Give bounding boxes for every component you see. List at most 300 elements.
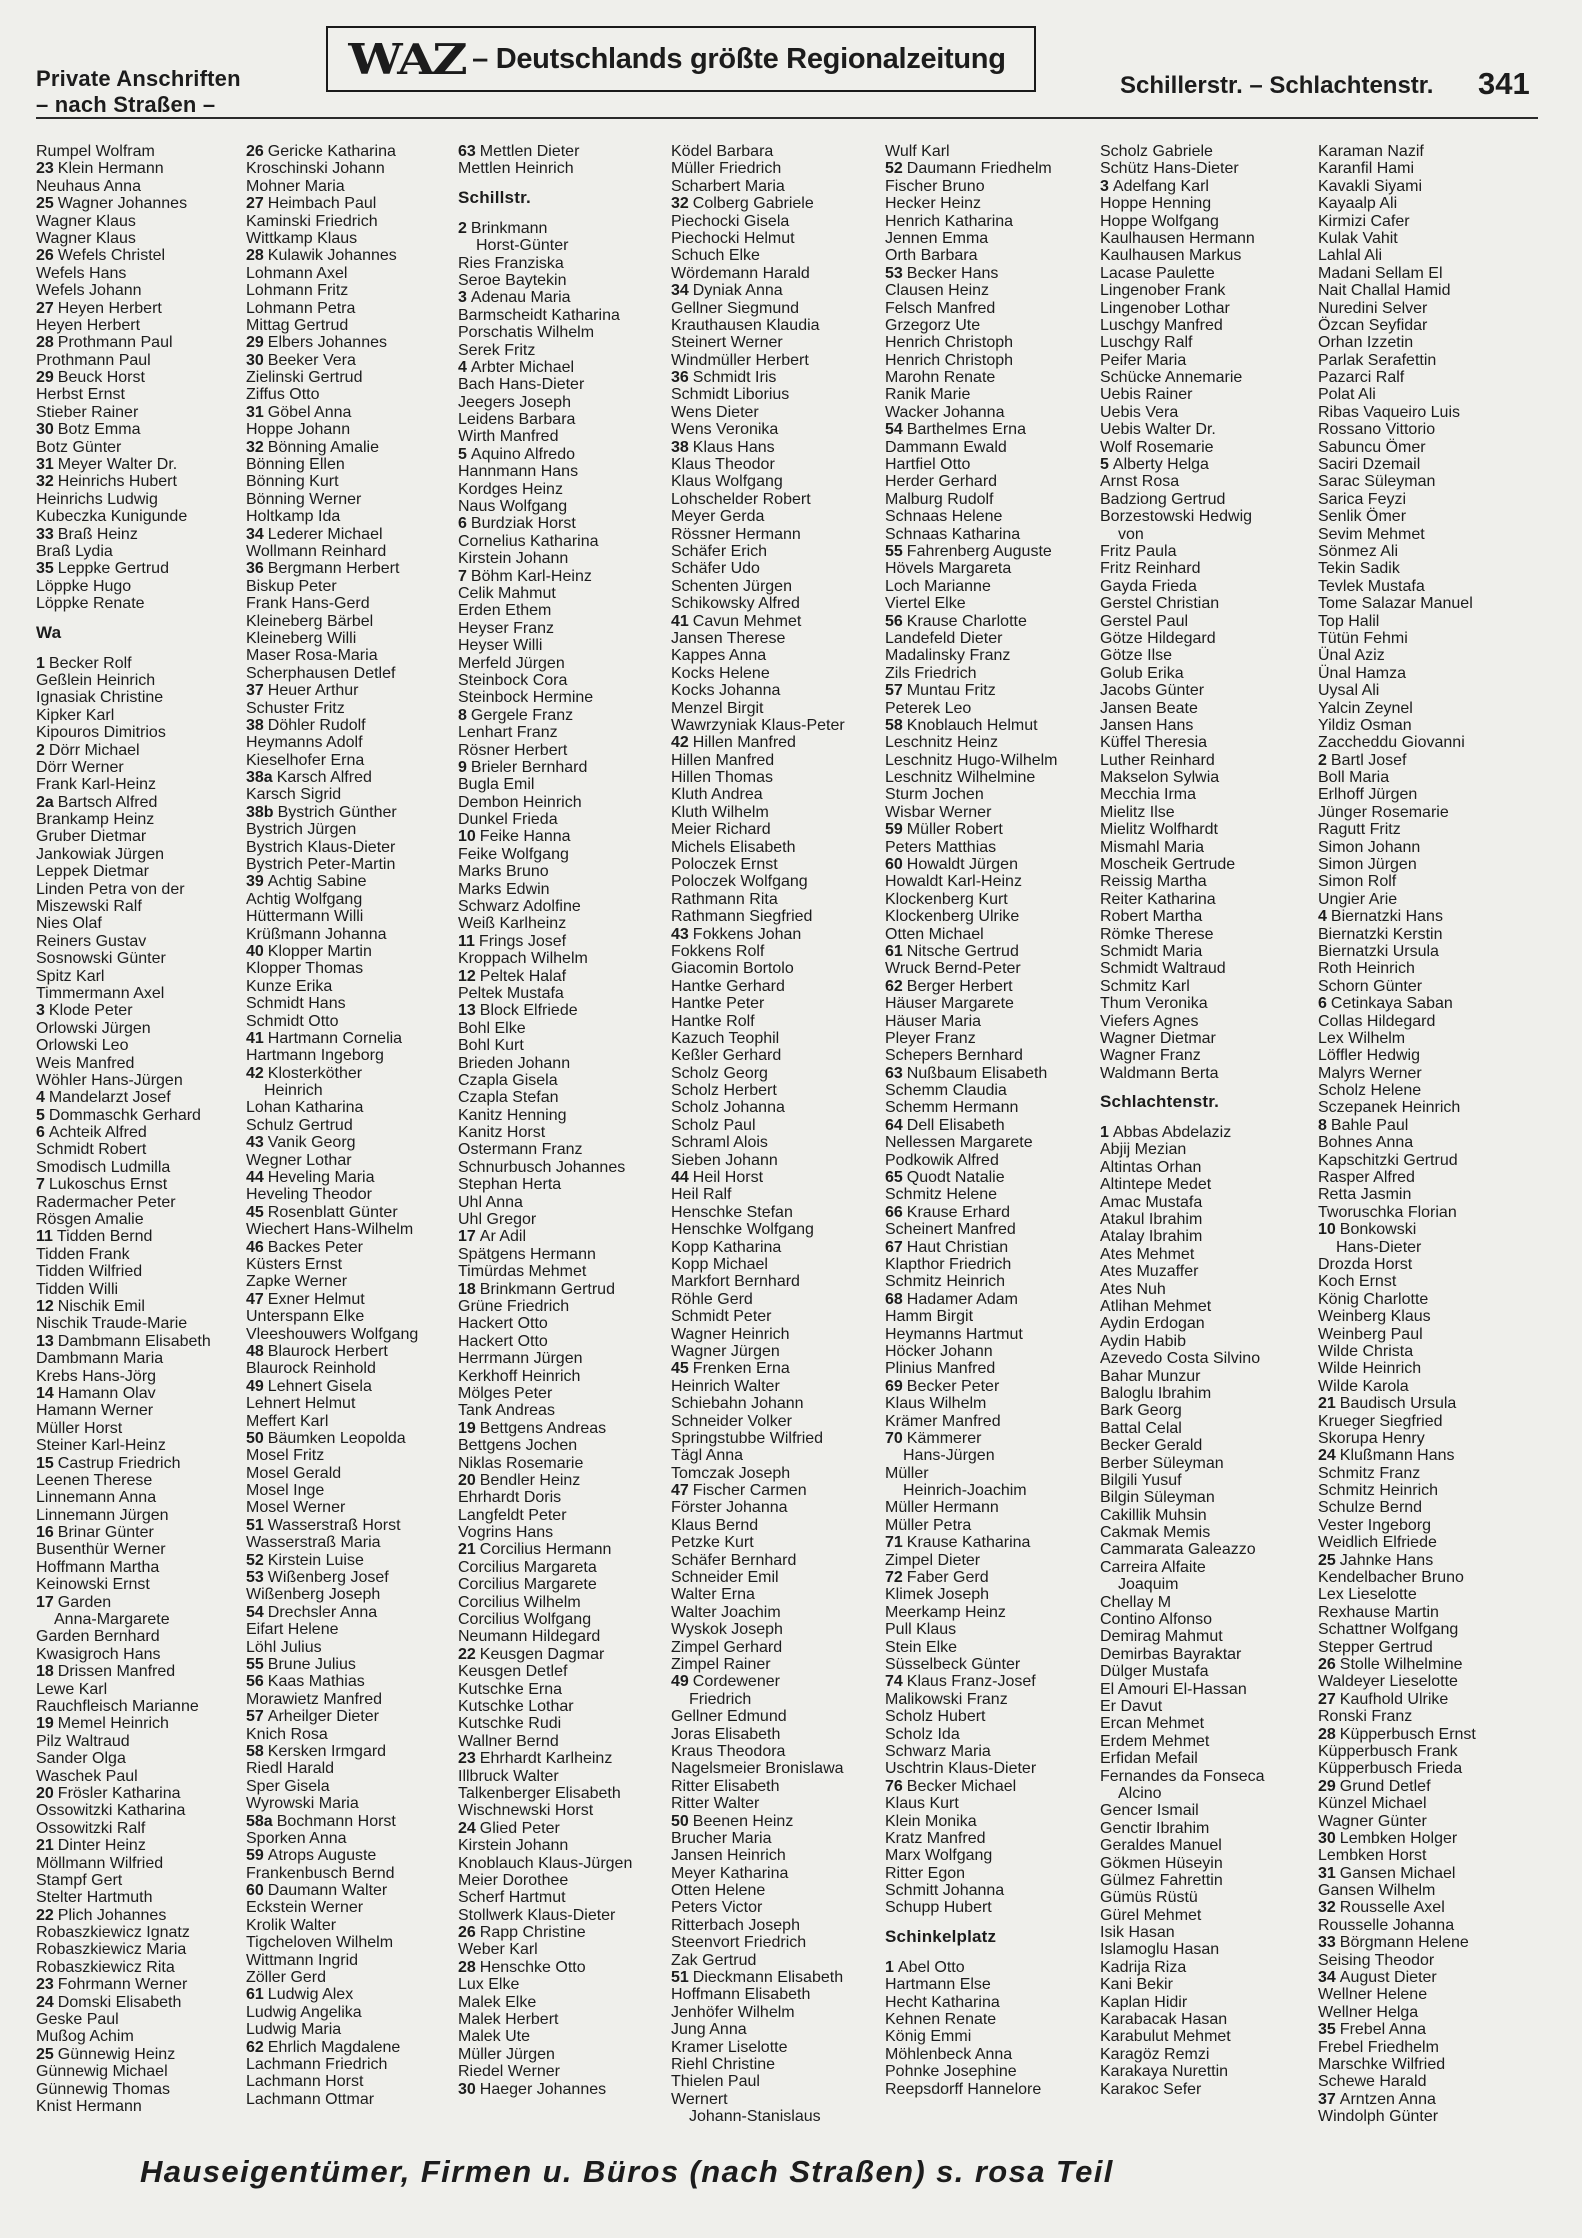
- directory-entry: [671, 1065, 875, 1082]
- resident-name: Küsters Ernst: [246, 1256, 343, 1273]
- directory-entry: [1318, 1117, 1548, 1134]
- resident-name: Steinbock Cora: [458, 671, 568, 689]
- house-number: 7: [36, 1176, 45, 1194]
- resident-name: Malyrs Werner: [1318, 1064, 1422, 1082]
- resident-name: Beuck Horst: [57, 369, 145, 387]
- resident-name: Rösgen Amalie: [36, 1211, 144, 1229]
- directory-entry: [671, 1430, 875, 1447]
- house-number: 51: [246, 1516, 264, 1534]
- resident-name: Tank Andreas: [458, 1402, 555, 1420]
- directory-entry: [885, 386, 1091, 403]
- resident-name: Kutschke Erna: [458, 1680, 563, 1698]
- resident-name: Steinbock Hermine: [458, 689, 594, 707]
- resident-name: Drozda Horst: [1318, 1256, 1413, 1273]
- house-number: 25: [36, 195, 54, 213]
- directory-entry: [458, 1002, 656, 1019]
- resident-name: Nischik Emil: [57, 1298, 145, 1315]
- resident-name: Top Halil: [1318, 612, 1380, 630]
- directory-entry: [458, 394, 656, 411]
- resident-name: Corcilius Wolfgang: [458, 1611, 592, 1629]
- directory-entry: [885, 1586, 1091, 1603]
- directory-entry: [36, 759, 234, 776]
- directory-entry: [246, 1691, 444, 1708]
- resident-name: Hoppe Henning: [1100, 195, 1212, 213]
- resident-name: Heymanns Hartmut: [885, 1325, 1023, 1343]
- directory-entry: [36, 1368, 234, 1385]
- directory-entry: [885, 1204, 1091, 1221]
- house-number: 64: [885, 1116, 903, 1134]
- directory-entry: [671, 247, 875, 264]
- resident-name: Leschnitz Wilhelmine: [885, 769, 1036, 787]
- directory-entry: [36, 1507, 234, 1524]
- directory-entry: [671, 1378, 875, 1395]
- resident-name: Orhan Izzetin: [1318, 334, 1414, 352]
- directory-entry: [1100, 1047, 1306, 1064]
- resident-name: Wasserstraß Horst: [267, 1516, 401, 1534]
- resident-name: Bönning Ellen: [246, 456, 345, 474]
- resident-name: Fohrmann Werner: [57, 1976, 188, 1994]
- resident-name: Langfeldt Peter: [458, 1506, 567, 1524]
- resident-name: Lux Elke: [458, 1976, 520, 1994]
- resident-name: Wittmann Ingrid: [246, 1951, 359, 1969]
- directory-entry: [246, 178, 444, 195]
- directory-entry: [458, 1750, 656, 1767]
- resident-name: Ossowitzki Katharina: [36, 1802, 186, 1820]
- resident-name: Tidden Willi: [36, 1280, 119, 1298]
- resident-name: Kersken Irmgard: [267, 1742, 387, 1760]
- section-label: [36, 66, 241, 118]
- directory-entry: [1100, 1681, 1306, 1698]
- resident-name: Schmidt Maria: [1100, 942, 1203, 960]
- house-number: 26: [246, 143, 264, 160]
- directory-entry: [671, 1917, 875, 1934]
- resident-name: Spitz Karl: [36, 967, 105, 985]
- directory-entry: [1100, 595, 1306, 612]
- directory-entry: [1100, 491, 1306, 508]
- house-number: 67: [885, 1238, 903, 1256]
- directory-entry: [885, 995, 1091, 1012]
- house-number: 28: [1318, 1725, 1336, 1743]
- resident-name: Ossowitzki Ralf: [36, 1819, 146, 1837]
- directory-entry: [1100, 943, 1306, 960]
- resident-name: Lohan Katharina: [246, 1099, 364, 1117]
- directory-entry: [36, 1646, 234, 1663]
- waz-logo: WAZ: [348, 34, 466, 84]
- directory-entry: [246, 2004, 444, 2021]
- house-number: 27: [246, 195, 264, 213]
- directory-entry: [36, 1733, 234, 1750]
- directory-entry: [1318, 1169, 1548, 1186]
- resident-name: Stepper Gertrud: [1318, 1638, 1433, 1656]
- resident-name: Hamm Birgit: [885, 1308, 974, 1326]
- house-number: 63: [458, 143, 476, 160]
- resident-name: Nuredini Selver: [1318, 299, 1428, 317]
- house-number: 56: [246, 1673, 264, 1691]
- directory-entry: [1318, 265, 1548, 282]
- resident-name: Loch Marianne: [885, 577, 991, 595]
- resident-name: Ünal Aziz: [1318, 647, 1385, 665]
- directory-entry: [36, 1437, 234, 1454]
- resident-name: Henrich Christoph: [885, 334, 1014, 352]
- directory-entry: [1100, 1924, 1306, 1941]
- directory-entry: [1318, 195, 1548, 212]
- directory-entry: [1318, 630, 1548, 647]
- directory-entry: [1100, 1455, 1306, 1472]
- house-number: 2a: [36, 793, 54, 811]
- resident-name: Wagner Klaus: [36, 229, 136, 247]
- directory-entry: [458, 1959, 656, 1976]
- entry-continuation: Johann-Stanislaus: [689, 2108, 821, 2126]
- directory-entry: [671, 508, 875, 525]
- directory-entry: [1100, 282, 1306, 299]
- resident-name: Achtig Wolfgang: [246, 890, 363, 908]
- resident-name: Atakul Ibrahim: [1100, 1211, 1203, 1229]
- directory-entry: [458, 1889, 656, 1906]
- directory-entry: [1318, 595, 1548, 612]
- resident-name: Hillen Manfred: [671, 751, 775, 769]
- resident-name: Römke Therese: [1100, 925, 1214, 943]
- directory-entry: [671, 1517, 875, 1534]
- house-number: 27: [1318, 1690, 1336, 1708]
- resident-name: Gümüs Rüstü: [1100, 1889, 1198, 1907]
- resident-name: Klein Monika: [885, 1812, 977, 1830]
- directory-entry: [36, 1941, 234, 1958]
- house-number: 68: [885, 1290, 903, 1308]
- directory-entry: [1100, 1855, 1306, 1872]
- resident-name: Brucher Maria: [671, 1829, 772, 1847]
- directory-entry: [885, 2063, 1091, 2080]
- resident-name: Kubeczka Kunigunde: [36, 508, 188, 526]
- resident-name: Daumann Friedhelm: [906, 160, 1052, 178]
- resident-name: Achteik Alfred: [48, 1124, 147, 1142]
- resident-name: Hantke Rolf: [671, 1012, 755, 1030]
- resident-name: Schupp Hubert: [885, 1899, 992, 1917]
- house-number: 35: [36, 560, 54, 578]
- directory-entry: [246, 1465, 444, 1482]
- directory-entry: [458, 1820, 656, 1837]
- resident-name: Rathmann Rita: [671, 890, 778, 908]
- directory-entry: [885, 1994, 1091, 2011]
- resident-name: Piechocki Helmut: [671, 229, 795, 247]
- directory-entry: [1100, 1802, 1306, 1819]
- directory-entry: [246, 1604, 444, 1621]
- resident-name: Kirstein Johann: [458, 550, 569, 568]
- resident-name: Süsselbeck Günter: [885, 1655, 1021, 1673]
- directory-entry: [1100, 2028, 1306, 2045]
- directory-entry: [671, 717, 875, 734]
- resident-name: Bystrich Jürgen: [246, 821, 357, 839]
- directory-entry: [671, 1899, 875, 1916]
- resident-name: Möhlenbeck Anna: [885, 2045, 1013, 2063]
- resident-name: Tidden Bernd: [56, 1228, 153, 1246]
- directory-entry: [671, 143, 875, 160]
- directory-entry: [458, 428, 656, 445]
- directory-entry: [671, 943, 875, 960]
- resident-name: Uschtrin Klaus-Dieter: [885, 1760, 1037, 1778]
- directory-entry: [671, 230, 875, 247]
- directory-entry: [1100, 908, 1306, 925]
- resident-name: Kaufhold Ulrike: [1339, 1690, 1449, 1708]
- directory-entry: [1100, 334, 1306, 351]
- directory-entry: [246, 1778, 444, 1795]
- resident-name: Marschke Wilfried: [1318, 2055, 1446, 2073]
- resident-name: Lehnert Helmut: [246, 1395, 356, 1413]
- directory-entry: [671, 734, 875, 751]
- directory-entry: [671, 386, 875, 403]
- resident-name: Klein Hermann: [57, 160, 164, 178]
- directory-entry: [671, 1256, 875, 1273]
- directory-entry: [885, 143, 1091, 160]
- directory-entry: [1100, 386, 1306, 403]
- resident-name: Nußbaum Elisabeth: [906, 1064, 1048, 1082]
- resident-name: Robaszkiewicz Ignatz: [36, 1924, 190, 1942]
- resident-name: Krause Katharina: [906, 1534, 1031, 1552]
- directory-entry: [1318, 2108, 1548, 2125]
- directory-entry: [36, 265, 234, 282]
- section-label-line1: Private Anschriften: [36, 66, 241, 91]
- directory-entry: [885, 908, 1091, 925]
- house-number: 18: [458, 1280, 476, 1298]
- resident-name: Meier Dorothee: [458, 1871, 569, 1889]
- directory-entry: [885, 1326, 1091, 1343]
- resident-name: Bäumken Leopolda: [267, 1429, 406, 1447]
- directory-entry: [1318, 943, 1548, 960]
- house-number: 8: [1318, 1116, 1327, 1134]
- directory-entry: [1318, 1882, 1548, 1899]
- house-number: 13: [36, 1332, 54, 1350]
- directory-entry: [671, 856, 875, 873]
- house-number: 32: [671, 195, 689, 213]
- directory-entry: [458, 1455, 656, 1472]
- resident-name: Isik Hasan: [1100, 1924, 1175, 1942]
- resident-name: Schütz Hans-Dieter: [1100, 160, 1239, 178]
- directory-entry: [36, 1141, 234, 1158]
- directory-entry: [458, 1072, 656, 1089]
- directory-entry: [458, 1768, 656, 1785]
- house-number: 42: [246, 1064, 264, 1082]
- resident-name: Kipouros Dimitrios: [36, 724, 166, 742]
- directory-entry: [36, 1994, 234, 2011]
- house-number: 32: [246, 438, 264, 456]
- directory-entry: [885, 943, 1091, 960]
- directory-entry: [671, 404, 875, 421]
- directory-entry: [246, 1152, 444, 1169]
- house-number: 19: [36, 1715, 54, 1733]
- resident-name: Schnaas Katharina: [885, 525, 1021, 543]
- directory-entry: [1318, 995, 1548, 1012]
- resident-name: Bahar Munzur: [1100, 1367, 1201, 1385]
- house-number: 31: [36, 456, 54, 474]
- resident-name: Scharbert Maria: [671, 177, 785, 195]
- resident-name: Islamoglu Hasan: [1100, 1941, 1220, 1959]
- resident-name: Ries Franziska: [458, 254, 564, 272]
- resident-name: Kendelbacher Bruno: [1318, 1569, 1464, 1587]
- resident-name: Erlhoff Jürgen: [1318, 786, 1418, 804]
- directory-entry: [671, 804, 875, 821]
- house-number: 38: [246, 716, 264, 734]
- directory-entry: [885, 1517, 1091, 1534]
- resident-name: Arnst Rosa: [1100, 473, 1180, 491]
- directory-column-4: [671, 143, 875, 2138]
- resident-name: Lachmann Friedrich: [246, 2055, 388, 2073]
- directory-entry: [1318, 717, 1548, 734]
- directory-entry: [1100, 2011, 1306, 2028]
- directory-entry: [1318, 491, 1548, 508]
- resident-name: Jung Anna: [671, 2021, 747, 2039]
- resident-name: Scholz Johanna: [671, 1099, 785, 1117]
- directory-entry: [246, 1291, 444, 1308]
- house-number: 55: [885, 542, 903, 560]
- directory-entry: [1318, 1256, 1548, 1273]
- resident-name: Henrich Christoph: [885, 351, 1014, 369]
- resident-name: Drechsler Anna: [267, 1603, 378, 1621]
- directory-entry: [671, 1830, 875, 1847]
- resident-name: Wagner Heinrich: [671, 1325, 790, 1343]
- directory-entry: [458, 620, 656, 637]
- resident-name: Müller Robert: [906, 821, 1003, 839]
- resident-name: Berber Süleyman: [1100, 1454, 1224, 1472]
- entry-continuation: Alcino: [1118, 1784, 1162, 1802]
- resident-name: Badziong Gertrud: [1100, 490, 1226, 508]
- resident-name: Karsch Sigrid: [246, 786, 342, 804]
- resident-name: Hartmann Ingeborg: [246, 1047, 384, 1065]
- directory-entry: [458, 481, 656, 498]
- directory-entry: [1100, 473, 1306, 490]
- directory-entry: [246, 1395, 444, 1412]
- directory-entry: [36, 846, 234, 863]
- resident-name: Petzke Kurt: [671, 1534, 754, 1552]
- street-heading: Schinkelplatz: [885, 1926, 997, 1946]
- resident-name: Frank Karl-Heinz: [36, 776, 157, 794]
- directory-entry: [885, 2081, 1091, 2098]
- house-number: 30: [246, 351, 264, 369]
- directory-entry: [36, 178, 234, 195]
- resident-name: Wallner Bernd: [458, 1732, 559, 1750]
- house-number: 2: [36, 741, 45, 759]
- resident-name: Kluth Andrea: [671, 786, 763, 804]
- directory-entry: [1318, 526, 1548, 543]
- house-number: 59: [885, 821, 903, 839]
- resident-name: Drissen Manfred: [57, 1663, 176, 1681]
- directory-entry: [36, 655, 234, 672]
- resident-name: Hannmann Hans: [458, 463, 579, 481]
- directory-entry: [36, 898, 234, 915]
- directory-entry: [458, 307, 656, 324]
- directory-entry: [671, 1221, 875, 1238]
- directory-entry: [885, 1465, 1091, 1482]
- resident-name: Bönning Kurt: [246, 473, 339, 491]
- resident-name: Gencer Ismail: [1100, 1802, 1199, 1820]
- resident-name: Kratz Manfred: [885, 1829, 986, 1847]
- house-number: 58: [246, 1742, 264, 1760]
- directory-entry: [246, 1482, 444, 1499]
- resident-name: Wegner Lothar: [246, 1151, 352, 1169]
- resident-name: Götze Ilse: [1100, 647, 1173, 665]
- directory-entry: [36, 595, 234, 612]
- resident-name: Kaminski Friedrich: [246, 212, 378, 230]
- house-number: 29: [1318, 1777, 1336, 1795]
- house-number: 49: [671, 1673, 689, 1691]
- resident-name: Kramer Liselotte: [671, 2038, 788, 2056]
- resident-name: Atlihan Mehmet: [1100, 1298, 1212, 1315]
- resident-name: Knist Hermann: [36, 2097, 142, 2115]
- directory-entry: [1318, 1656, 1548, 1673]
- resident-name: Fritz Paula: [1100, 542, 1177, 560]
- house-number: 58a: [246, 1812, 273, 1830]
- resident-name: Wruck Bernd-Peter: [885, 960, 1021, 978]
- directory-entry: [458, 1541, 656, 1558]
- directory-entry: [1100, 1698, 1306, 1715]
- resident-name: Braß Lydia: [36, 542, 113, 560]
- directory-entry: [246, 943, 444, 960]
- directory-entry: [1100, 1489, 1306, 1506]
- house-number: 65: [885, 1169, 903, 1187]
- directory-entry: [671, 630, 875, 647]
- resident-name: Kanitz Horst: [458, 1124, 546, 1142]
- directory-entry: [885, 247, 1091, 264]
- resident-name: Orlowski Leo: [36, 1037, 129, 1055]
- directory-entry: [885, 1795, 1091, 1812]
- resident-name: Stelter Hartmuth: [36, 1889, 153, 1907]
- directory-entry: [246, 2073, 444, 2090]
- directory-entry: [246, 752, 444, 769]
- directory-entry: [671, 421, 875, 438]
- resident-name: Wisbar Werner: [885, 803, 992, 821]
- directory-entry: [36, 1750, 234, 1767]
- resident-name: Dambmann Elisabeth: [57, 1332, 211, 1350]
- directory-entry: [1100, 647, 1306, 664]
- resident-name: Seroe Baytekin: [458, 271, 567, 289]
- directory-entry: [1318, 1482, 1548, 1499]
- directory-entry: [1318, 769, 1548, 786]
- directory-entry: [885, 543, 1091, 560]
- directory-entry: [458, 1524, 656, 1541]
- directory-entry: [246, 1413, 444, 1430]
- house-number: 54: [246, 1603, 264, 1621]
- resident-name: Haut Christian: [906, 1238, 1009, 1256]
- directory-entry: [458, 1802, 656, 1819]
- directory-entry: [885, 1708, 1091, 1725]
- directory-entry: [458, 828, 656, 845]
- directory-entry: [1318, 1326, 1548, 1343]
- directory-entry: [1318, 682, 1548, 699]
- directory-entry: [458, 724, 656, 741]
- directory-entry: [671, 369, 875, 386]
- directory-entry: [36, 742, 234, 759]
- directory-entry: [885, 804, 1091, 821]
- directory-entry: [885, 282, 1091, 299]
- directory-entry: [246, 1708, 444, 1725]
- directory-entry: [246, 543, 444, 560]
- directory-entry: [885, 978, 1091, 995]
- resident-name: Domski Elisabeth: [57, 1993, 182, 2011]
- resident-name: Hillen Thomas: [671, 769, 773, 787]
- resident-name: Gerstel Paul: [1100, 612, 1189, 630]
- resident-name: Talkenberger Elisabeth: [458, 1784, 621, 1802]
- resident-name: Becker Peter: [906, 1377, 1000, 1395]
- directory-entry: [1100, 926, 1306, 943]
- directory-entry: [246, 1969, 444, 1986]
- resident-name: Müller Jürgen: [458, 2045, 555, 2063]
- resident-name: Tütün Fehmi: [1318, 629, 1408, 647]
- directory-entry: [36, 1246, 234, 1263]
- directory-entry: [885, 160, 1091, 177]
- directory-entry: [36, 2098, 234, 2115]
- directory-entry: [671, 334, 875, 351]
- directory-entry: [1318, 821, 1548, 838]
- house-number: 23: [36, 160, 54, 178]
- resident-name: Klaus Wolfgang: [671, 473, 783, 491]
